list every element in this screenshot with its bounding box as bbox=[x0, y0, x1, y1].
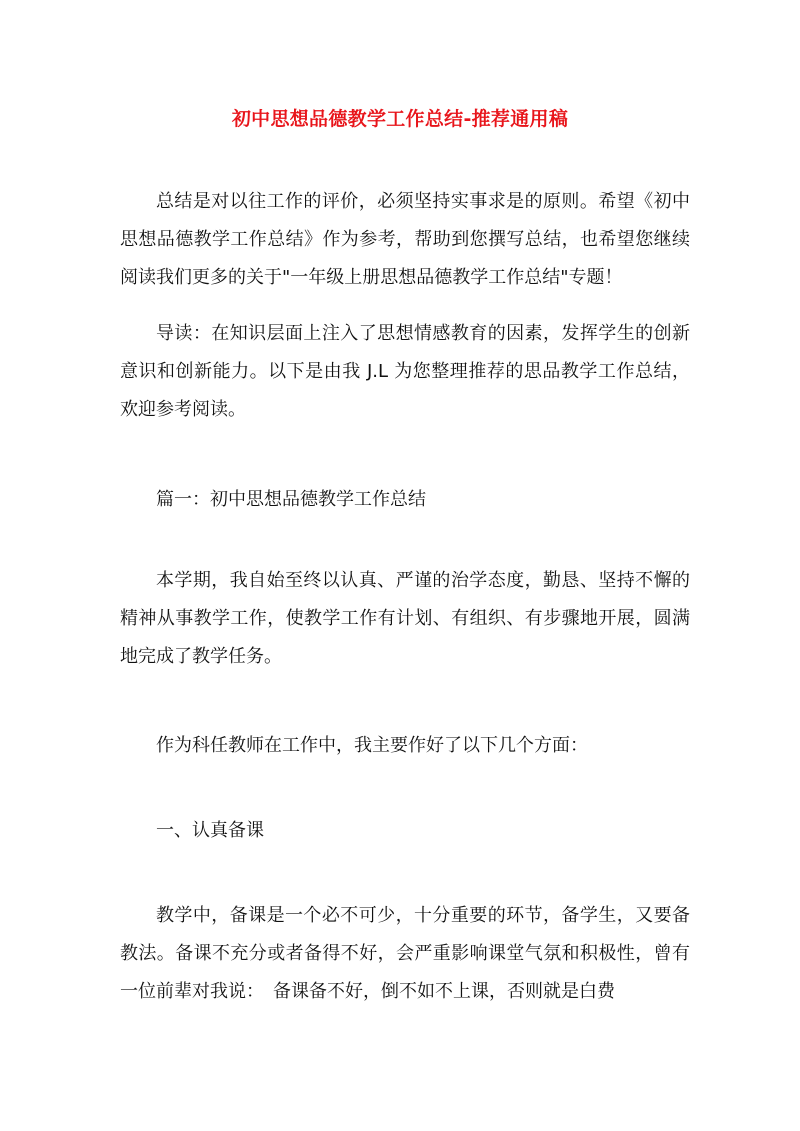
section-heading-1: 一、认真备课 bbox=[156, 820, 264, 841]
document-title: 初中思想品德教学工作总结-推荐通用稿 bbox=[231, 108, 569, 130]
guide-paragraph: 导读：在知识层面上注入了思想情感教育的因素，发挥学生的创新意识和创新能力。以下是由我 J.L 为您整理推荐的思品教学工作总结，欢迎参考阅读。 bbox=[120, 323, 690, 420]
chapter-heading: 篇一：初中思想品德教学工作总结 bbox=[156, 489, 426, 510]
body-paragraph-1: 本学期，我自始至终以认真、严谨的治学态度，勤恳、坚持不懈的精神从事教学工作，使教学工作有计划、有组织、有步骤地开展，圆满地完成了教学任务。 bbox=[120, 570, 690, 667]
body-paragraph-3: 教学中，备课是一个必不可少，十分重要的环节，备学生，又要备教法。备课不充分或者备得不好，会严重影响课堂气氛和积极性，曾有一位前辈对我说： 备课备不好，倒不如不上课，否则就是白费 bbox=[120, 905, 690, 1002]
body-paragraph-2: 作为科任教师在工作中，我主要作好了以下几个方面： bbox=[156, 735, 588, 756]
intro-paragraph: 总结是对以往工作的评价，必须坚持实事求是的原则。希望《初中思想品德教学工作总结》作为参考，帮助到您撰写总结，也希望您继续阅读我们更多的关于"一年级上册思想品德教学工作总结"专题！ bbox=[120, 191, 690, 288]
